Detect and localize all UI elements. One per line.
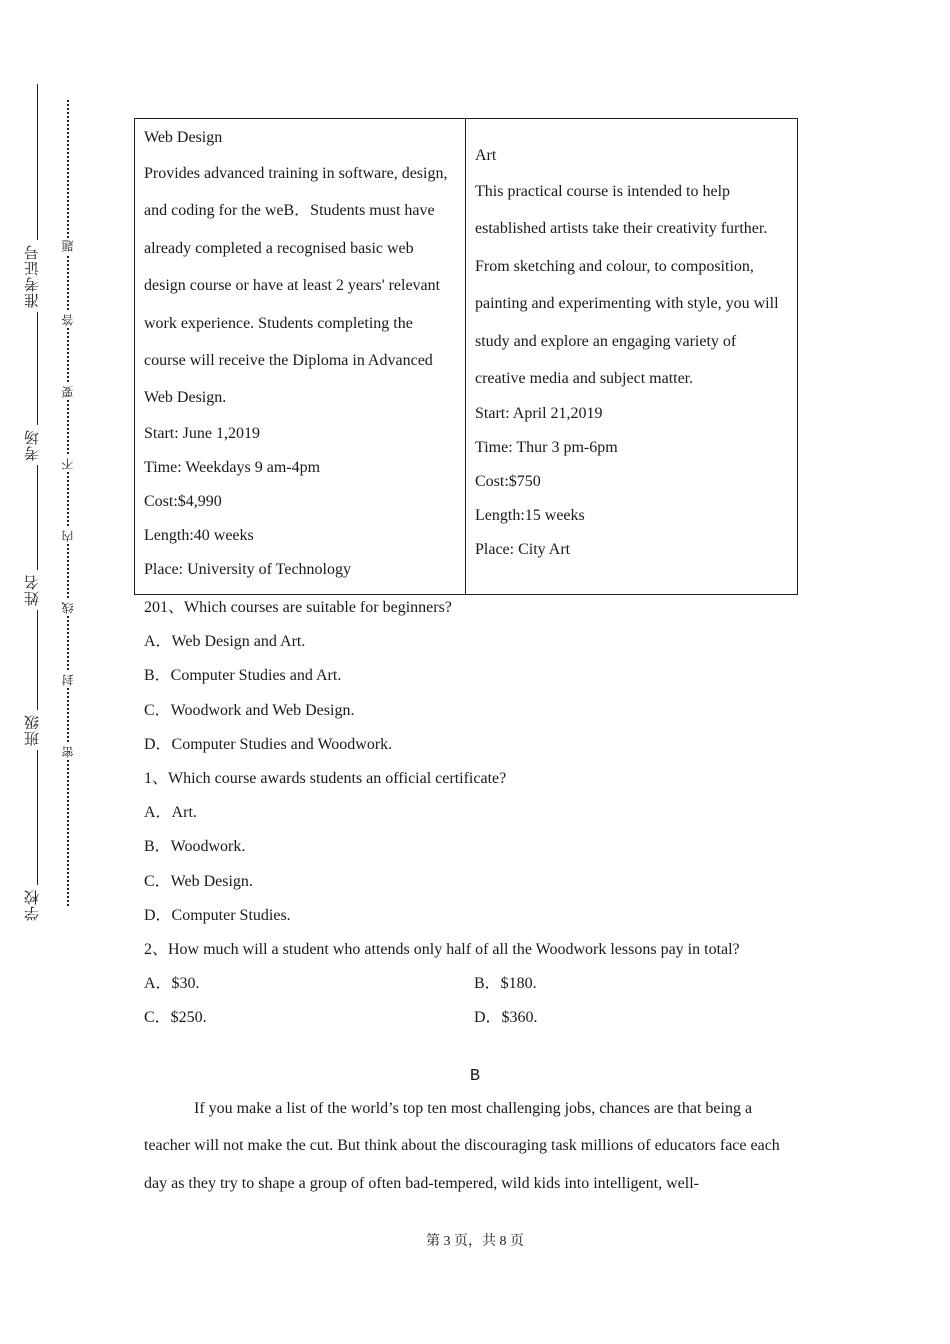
seal-char: 不 [61,458,75,470]
exam-room-label: 考场 [22,425,44,465]
school-label: 学校 [22,885,44,925]
section-b [144,1067,794,1202]
course-start: Start: April 21,2019 [475,405,603,423]
option-d: D．Computer Studies. [144,906,291,924]
course-title: Art [475,147,497,164]
course-length: Length:40 weeks [144,526,254,544]
course-time: Time: Thur 3 pm-6pm [475,439,618,457]
question-stem: 1、Which course awards students an official certificate? [144,769,507,787]
course-place: Place: City Art [475,541,571,559]
option-b: B．Computer Studies and Art. [144,667,342,685]
seal-char: 内 [61,530,75,542]
web-design-cell [135,119,466,594]
option-c: C．$250. [144,1009,207,1027]
seal-char: 密 [61,746,75,758]
option-row [144,1006,804,1040]
option-b: B．Woodwork. [144,838,246,856]
course-start: Start: June 1,2019 [144,424,260,442]
binding-margin [0,0,90,1344]
questions-block [144,596,804,1040]
option-a: A．Web Design and Art. [144,633,306,651]
passage-text: If you make a list of the world’s top ten most challenging jobs, chances are that being a teacher will not make the cut. But think about the discouraging task millions of educators face each day as they try to shape a group of often bad-tempered, wild kids into intelligent, well- [144,1100,780,1192]
course-cost: Cost:$4,990 [144,492,222,510]
seal-char: 封 [61,674,75,686]
option-d: D．$360. [474,1009,538,1027]
name-label: 姓名 [22,570,44,610]
binding-dotted-line [67,100,69,906]
art-cell [466,119,797,594]
course-description: Provides advanced training in software, design, and coding for the weB．Students must have already completed a recognised basic web design course or have at least 2 years' relevant work experience. Students completing the course will receive the Diploma in Advanced Web Design. [144,165,448,407]
course-table [134,118,798,595]
course-time: Time: Weekdays 9 am-4pm [144,458,321,476]
course-cost: Cost:$750 [475,473,541,491]
option-b: B．$180. [474,975,537,993]
option-d: D．Computer Studies and Woodwork. [144,735,393,753]
option-c: C．Woodwork and Web Design. [144,701,355,719]
option-row [144,972,804,1006]
option-a: A．Art. [144,804,197,822]
question-stem: 2、How much will a student who attends only half of all the Woodwork lessons pay in total? [144,940,740,958]
section-title: B [469,1067,481,1086]
seal-char: 答 [61,314,75,326]
course-length: Length:15 weeks [475,507,585,525]
seal-char: 要 [61,386,75,398]
course-description: This practical course is intended to help established artists take their creativity further. From sketching and colour, to composition, painting and experimenting with style, you will study and explore an engaging variety of creative media and subject matter. [475,183,779,388]
course-title: Web Design [144,129,223,146]
option-c: C．Web Design. [144,872,253,890]
course-place: Place: University of Technology [144,560,351,578]
binding-solid-line [37,84,38,924]
question-stem: 201、Which courses are suitable for beginners? [144,599,452,616]
seal-char: 线 [61,602,75,614]
exam-id-label: 准考证号 [22,240,44,312]
page-footer: 第 3 页，共 8 页 [426,1234,524,1249]
class-label: 班级 [22,710,44,750]
seal-char: 题 [61,240,75,252]
option-a: A．$30. [144,975,200,993]
